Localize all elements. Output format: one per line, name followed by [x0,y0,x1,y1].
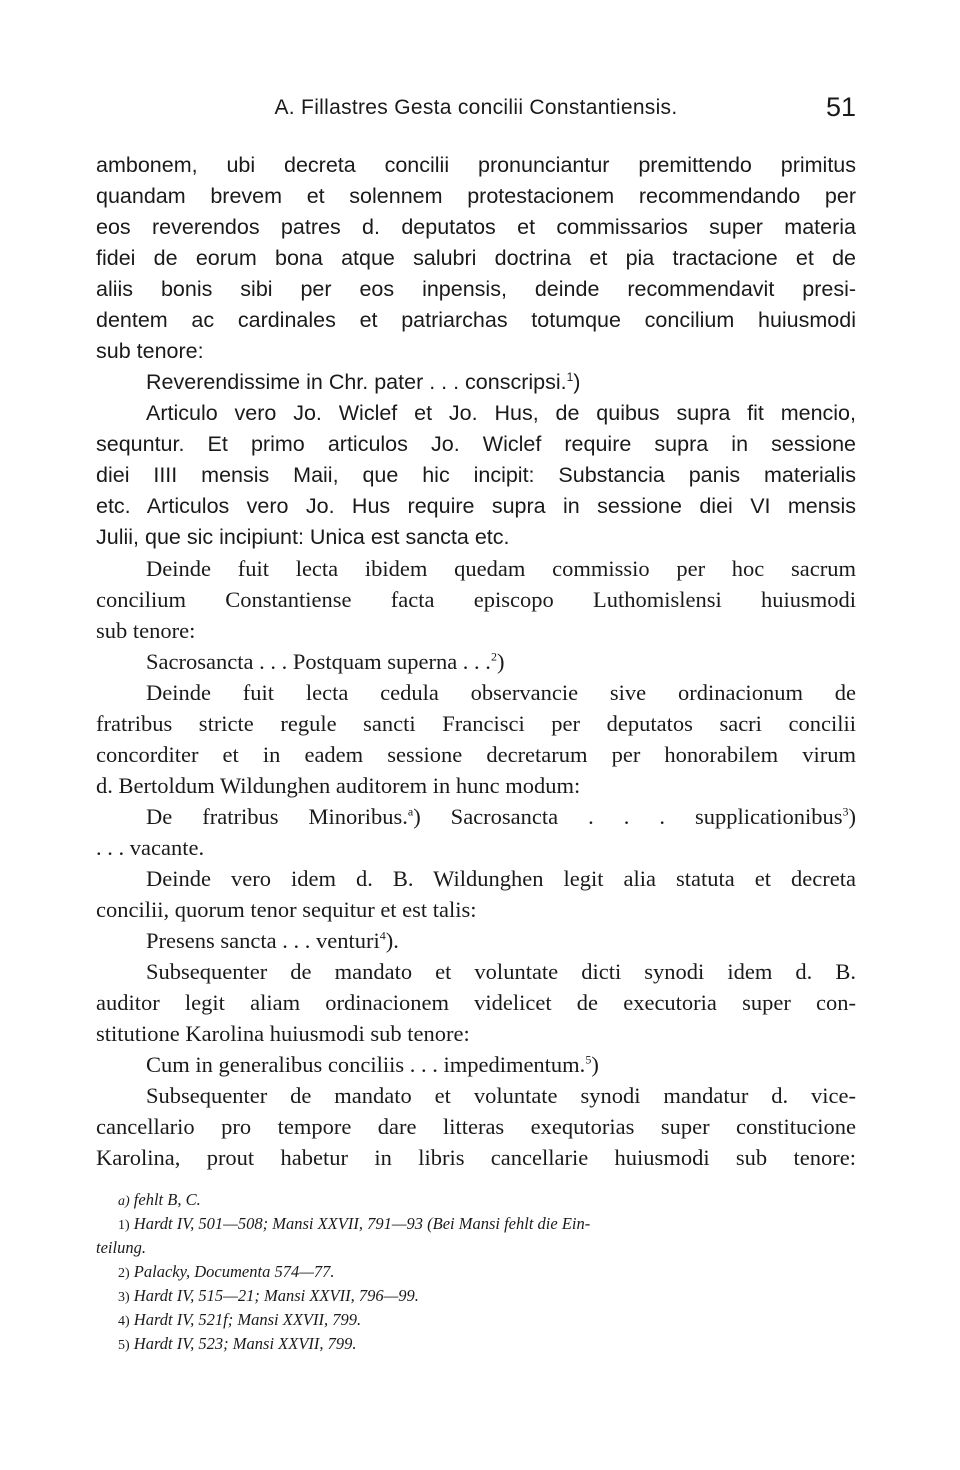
footnote [118,1284,858,1308]
footnote-ref: 1 [566,369,574,384]
text-line [96,925,856,956]
text-line [96,181,856,212]
footnote [118,1308,858,1332]
text-line [96,336,856,367]
footnote [118,1188,858,1212]
footnote [118,1332,858,1356]
text-line [96,305,856,336]
line-text: diei IIII mensis Maii, que hic incipit: Substancia panis materialis [96,463,856,487]
text-line [96,956,856,987]
line-text: De fratribus Minoribus. [146,804,408,829]
text-line [96,1018,856,1049]
line-text: Subsequenter de mandato et voluntate dicti synodi idem d. B. [146,959,856,984]
line-text: Julii, que sic incipiunt: Unica est sancta etc. [96,525,510,549]
footnote-ref: 2 [490,649,497,664]
line-text: Presens sancta . . . venturi [146,928,380,953]
page-header [96,92,856,132]
text-line [96,212,856,243]
line-text: Deinde vero idem d. B. Wildunghen legit alia statuta et decreta [146,866,856,891]
text-line [96,274,856,305]
line-text: Reverendissime in Chr. pater . . . conscripsi. [146,370,567,394]
line-text: fratribus stricte regule sancti Francisci per deputatos sacri concilii [96,711,856,736]
footnote-text: Hardt IV, 515—21; Mansi XXVII, 796—99. [133,1286,419,1305]
line-text: ambonem, ubi decreta concilii pronunciantur premittendo primitus [96,153,856,177]
text-line [96,677,856,708]
line-text: dentem ac cardinales et patriarchas totumque concilium huiusmodi [96,308,856,332]
line-text: d. Bertoldum Wildunghen auditorem in hunc modum: [96,773,581,798]
line-text: sub tenore: [96,618,196,643]
text-line [96,553,856,584]
line-text: Deinde fuit lecta cedula observancie sive ordinacionum de [146,680,856,705]
text-line [96,522,856,553]
footnote [118,1212,858,1236]
text-line [96,801,856,832]
footnote-text: Palacky, Documenta 574—77. [133,1262,335,1281]
line-text: stitutione Karolina huiusmodi sub tenore: [96,1021,470,1046]
body-text [96,150,856,1173]
line-text: auditor legit aliam ordinacionem videlicet de executoria super con- [96,990,856,1015]
footnote [118,1260,858,1284]
line-text: sub tenore: [96,339,204,363]
footnote-ref: 5 [585,1052,592,1067]
footnote-mark: 5) [118,1338,130,1353]
footnote-mark: 2) [118,1266,130,1281]
footnote-text: Hardt IV, 521f; Mansi XXVII, 799. [133,1310,362,1329]
running-title: A. Fillastres Gesta concilii Constantiensis. [274,96,678,119]
page-number: 51 [825,92,856,122]
footnote-ref: 3 [842,804,849,819]
footnote-text: teilung. [96,1238,146,1257]
footnote-mark: 1) [118,1218,130,1233]
line-text: Deinde fuit lecta ibidem quedam commissio per hoc sacrum [146,556,856,581]
footnote-text: fehlt B, C. [133,1190,201,1209]
footnote-mark: 4) [118,1314,130,1329]
text-line [96,243,856,274]
footnote-ref: 4 [379,928,386,943]
text-line [96,1080,856,1111]
line-text: quandam brevem et solennem protestacionem recommendando per [96,184,856,208]
line-text: concilii, quorum tenor sequitur et est talis: [96,897,477,922]
line-text: Subsequenter de mandato et voluntate synodi mandatur d. vice- [146,1083,856,1108]
line-text-after: ) [496,649,505,674]
text-line [96,708,856,739]
line-text: aliis bonis sibi per eos inpensis, deinde recommendavit presi- [96,277,856,301]
line-text: . . . vacante. [96,835,205,860]
text-line [96,1049,856,1080]
line-text: Sacrosancta . . . Postquam superna . . . [146,649,491,674]
footnotes [96,1188,858,1356]
line-text: Articulo vero Jo. Wiclef et Jo. Hus, de quibus supra fit mencio, [146,401,856,425]
line-text: cancellario pro tempore dare litteras exequtorias super constitucione [96,1114,856,1139]
line-text: fidei de eorum bona atque salubri doctrina et pia tractacione et de [96,246,856,270]
footnote-mark: a) [118,1194,130,1209]
text-line [96,646,856,677]
text-line [96,739,856,770]
text-line [96,615,856,646]
line-text: concilium Constantiense facta episcopo Luthomislensi huiusmodi [96,587,856,612]
line-text: etc. Articulos vero Jo. Hus require supra in sessione diei VI mensis [96,494,856,518]
text-line [96,770,856,801]
line-text-after: ). [385,928,399,953]
text-line [96,832,856,863]
text-line [96,987,856,1018]
line-text: sequntur. Et primo articulos Jo. Wiclef require supra in sessione [96,432,856,456]
text-line [96,863,856,894]
text-line [96,367,856,398]
line-text-after: ) [591,1052,599,1077]
line-text: Karolina, prout habetur in libris cancellarie huiusmodi sub tenore: [96,1145,856,1170]
text-line [96,491,856,522]
footnote-mark: 3) [118,1290,130,1305]
text-line [96,1142,856,1173]
footnote-text: Hardt IV, 501—508; Mansi XXVII, 791—93 (Bei Mansi fehlt die Ein- [133,1214,591,1233]
text-line [96,460,856,491]
text-line [96,584,856,615]
line-text-after: ) Sacrosancta . . . supplicationibus [413,804,843,829]
text-line [96,1111,856,1142]
footnote-text: Hardt IV, 523; Mansi XXVII, 799. [133,1334,357,1353]
line-text-after: ) [573,370,581,394]
line-text: concorditer et in eadem sessione decretarum per honorabilem virum [96,742,856,767]
line-text-after: ) [848,804,857,829]
line-text: eos reverendos patres d. deputatos et commissarios super materia [96,215,856,239]
text-line [96,398,856,429]
text-line [96,429,856,460]
footnote-ref: a [407,804,414,819]
footnote [96,1236,858,1260]
text-line [96,894,856,925]
text-line [96,150,856,181]
line-text: Cum in generalibus conciliis . . . impedimentum. [146,1052,586,1077]
